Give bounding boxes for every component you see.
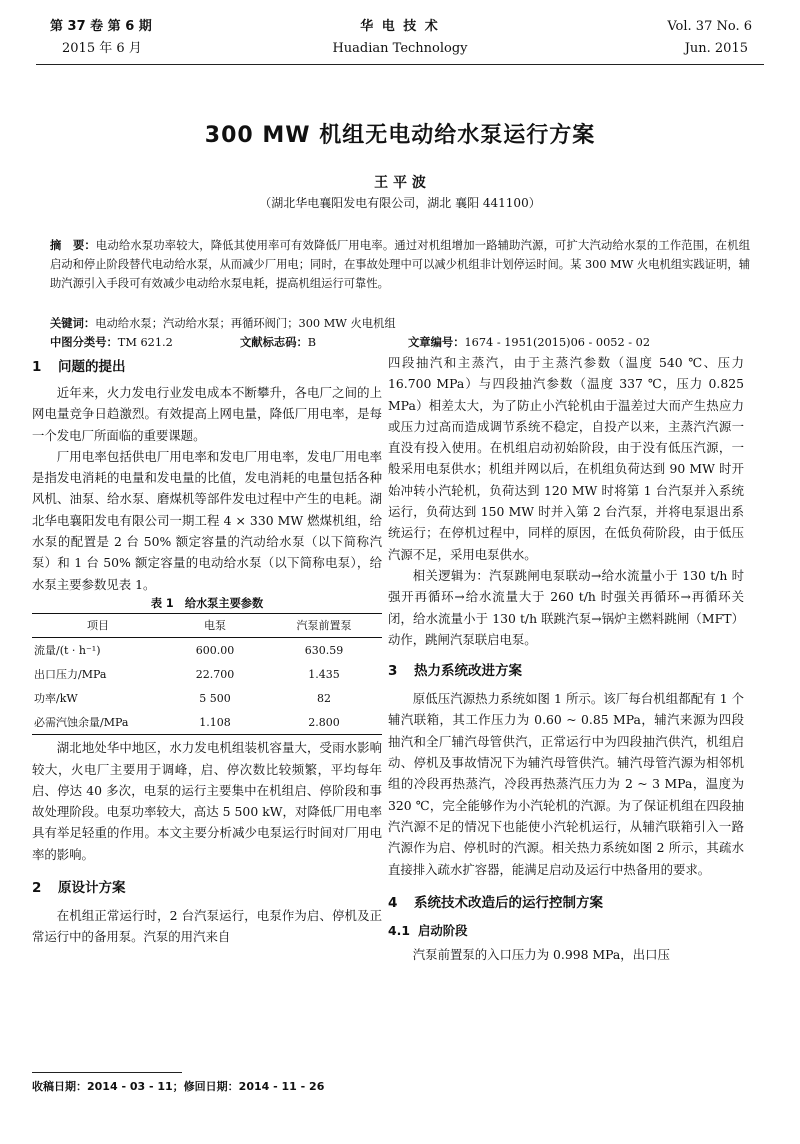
table-cell: 1.108 <box>164 710 266 735</box>
section-2-para-1-cont: 四段抽汽和主蒸汽，由于主蒸汽参数（温度 540 ℃、压力 16.700 MPa）与四段抽汽参数（温度 337 ℃，压力 0.825 MPa）相差太大，为了防止小汽轮机由于温差过大而产生热应力或压力过高而造成调节系统不稳定，自投产以来，主蒸汽汽源一直没有投入使用。在机组启动初始阶段，由于没有低压汽源，一般采用电泵供水；机组并网以后，在机组负荷达到 90 MW 时开始冲转小汽轮机，负荷达到 120 MW 时将第 1 台汽泵并入系统运行，负荷达到 150 MW 时并入第 2 台汽泵，并将电泵退出系统运行；在停机过程中，同样的原因，在低负荷阶段，由于低压汽源不足，采用电泵供水。 <box>388 355 744 562</box>
clc: 中图分类号：TM 621.2 <box>50 336 173 349</box>
table-header-row <box>32 613 382 637</box>
section-2-para-2: 相关逻辑为：汽泵跳闸电泵联动→给水流量小于 130 t/h 时强开再循环→给水流量大于 260 t/h 时强关再循环→再循环关闭，给水流量小于 130 t/h 联跳汽泵→锅炉主燃料跳闸（MFT）动作，跳闸汽泵联启电泵。 <box>388 567 744 647</box>
header-journal-cn: 华 电 技 术 <box>360 19 440 34</box>
article-author: 王 平 波 <box>374 175 426 191</box>
table-cell: 82 <box>317 691 331 705</box>
article-title: 300 MW 机组无电动给水泵运行方案 <box>204 123 596 148</box>
table-cell: 出口压力/MPa <box>34 667 107 681</box>
article-affiliation: （湖北华电襄阳发电有限公司，湖北 襄阳 441100） <box>259 196 541 210</box>
table-row <box>32 662 382 686</box>
section-4-heading: 4 系统技术改造后的运行控制方案 <box>388 894 603 911</box>
metadata <box>50 314 750 352</box>
table-cell: 22.700 <box>195 667 235 681</box>
abstract-label: 摘 要： <box>50 239 96 252</box>
table-cell: 600.00 <box>195 643 235 657</box>
table-1 <box>32 613 382 735</box>
classification-line <box>50 333 750 352</box>
section-3-heading: 3 热力系统改进方案 <box>388 663 522 680</box>
abstract-text: 电动给水泵功率较大，降低其使用率可有效降低厂用电率。通过对机组增加一路辅助汽源，可扩大汽动给水泵的工作范围，在机组启动和停止阶段替代电动给水泵，从而减少厂用电；同时，在事故处理中可以减少机组非计划停运时间。某 300 MW 火电机组实践证明，辅助汽源引入手段可有效减少电动给水泵电耗，提高机组运行可靠性。 <box>50 239 750 290</box>
article-id: 文章编号：1674 - 1951(2015)06 - 0052 - 02 <box>408 336 651 349</box>
table-header-cell: 电泵 <box>164 613 266 637</box>
keywords <box>50 314 750 333</box>
section-3-para-1: 原低压汽源热力系统如图 1 所示。该厂每台机组都配有 1 个辅汽联箱，其工作压力为 0.60 ~ 0.85 MPa，辅汽来源为四段抽汽和全厂辅汽母管供汽，正常运行中为四段抽汽供汽，机组启动、停机及事故情况下为辅汽母管供汽。辅汽母管汽源为相邻机组的冷段再热蒸汽，冷段再热蒸汽压力为 2 ~ 3 MPa，温度为 320 ℃，完全能够作为小汽轮机的汽源。为了保证机组在四段抽汽汽源不足的情况下也能使小汽轮机运行，从辅汽联箱引入一路汽源作为启、停机时的汽源。相关热力系统如图 2 所示，其疏水直接排入疏水扩容器，能满足启动及运行中热备用的要求。 <box>388 691 744 877</box>
table-row <box>32 638 382 663</box>
doc-code: 文献标志码：B <box>240 336 317 349</box>
keywords-label: 关键词： <box>50 317 96 330</box>
keywords-text: 电动给水泵；汽动给水泵；再循环阀门；300 MW 火电机组 <box>95 317 396 330</box>
header-date-cn: 2015 年 6 月 <box>62 41 142 56</box>
table-row <box>32 710 382 735</box>
table-cell: 630.59 <box>304 643 344 657</box>
header-volume-cn: 第 37 卷 第 6 期 <box>50 19 152 34</box>
footnote-rule <box>32 1072 182 1073</box>
table-cell: 5 500 <box>199 691 231 705</box>
section-1-para-3: 湖北地处华中地区，水力发电机组装机容量大，受雨水影响较大，火电厂主要用于调峰，启、停次数比较频繁，平均每年启、停达 40 多次，电泵的运行主要集中在机组启、停阶段和事故处理阶段。电泵功率较大，高达 5 500 kW，对降低厂用电率具有举足轻重的作用。本文主要分析减少电泵运行时间对厂用电率的影响。 <box>32 740 382 862</box>
table-row <box>32 686 382 710</box>
header-date-en: Jun. 2015 <box>684 41 748 56</box>
table-cell: 2.800 <box>266 710 382 735</box>
header-rule <box>36 64 764 65</box>
header-journal-en: Huadian Technology <box>332 41 468 56</box>
table-cell: 1.435 <box>308 667 340 681</box>
table-cell: 流量/(t · h⁻¹) <box>34 643 101 657</box>
received-dates: 收稿日期：2014 - 03 - 11；修回日期：2014 - 11 - 26 <box>32 1080 325 1093</box>
section-4-1-heading: 4.1 启动阶段 <box>388 922 468 938</box>
section-1-para-2: 厂用电率包括供电厂用电率和发电厂用电率，发电厂用电率是指发电消耗的电量和发电量的比值，发电消耗的电量包括各种风机、油泵、给水泵、磨煤机等部件发电过程中产生的电耗。湖北华电襄阳发电有限公司一期工程 4 × 330 MW 燃煤机组，给水泵的配置是 2 台 50% 额定容量的汽动给水泵（以下简称汽泵）和 1 台 50% 额定容量的电动给水泵（以下简称电泵），给水泵主要参数见表 1。 <box>32 448 382 592</box>
abstract <box>50 236 750 293</box>
table-cell: 必需汽蚀余量/MPa <box>32 710 164 735</box>
table-cell: 功率/kW <box>34 691 78 705</box>
section-2-para-1: 在机组正常运行时，2 台汽泵运行，电泵作为启、停机及正常运行中的备用泵。汽泵的用汽来自 <box>32 908 382 945</box>
header-volume-en: Vol. 37 No. 6 <box>667 19 752 34</box>
table-1-title: 表 1 给水泵主要参数 <box>150 596 264 610</box>
section-4-1-para-1: 汽泵前置泵的入口压力为 0.998 MPa，出口压 <box>412 946 670 962</box>
table-header-cell: 汽泵前置泵 <box>266 613 382 637</box>
table-header-cell: 项目 <box>32 613 164 637</box>
right-column <box>388 352 744 965</box>
left-column <box>32 356 382 948</box>
section-1-heading: 1 问题的提出 <box>32 359 126 375</box>
section-2-heading: 2 原设计方案 <box>32 880 126 897</box>
section-1-para-1: 近年来，火力发电行业发电成本不断攀升，各电厂之间的上网电量竞争日趋激烈。有效提高上网电量，降低厂用电率，是每一个发电厂所面临的重要课题。 <box>32 385 382 443</box>
